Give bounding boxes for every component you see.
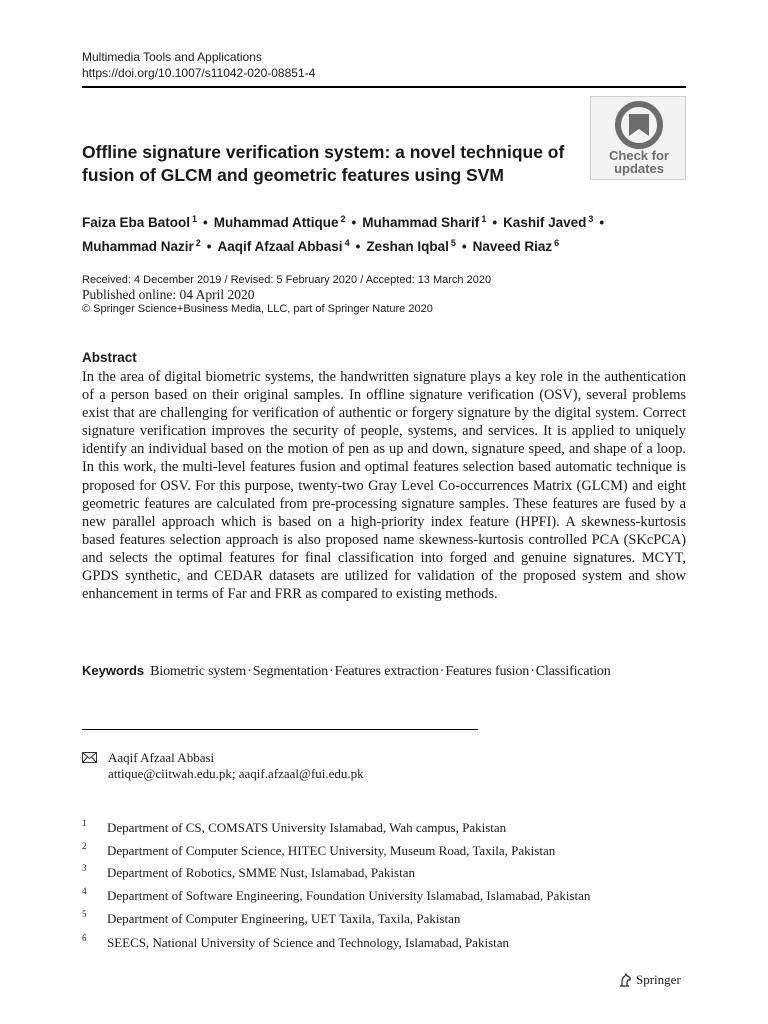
affiliation-number: 3: [82, 863, 87, 873]
envelope-icon: [82, 752, 97, 763]
affiliation-number: 1: [82, 818, 87, 828]
badge-line-2: updates: [614, 161, 664, 176]
keyword-separator: ·: [328, 664, 334, 679]
copyright-line: © Springer Science+Business Media, LLC, part of Springer Nature 2020: [82, 303, 433, 315]
author-line-1: [82, 209, 672, 233]
keyword-separator: ·: [439, 664, 445, 679]
publisher-logo: [619, 972, 681, 988]
publisher-name: Springer: [636, 972, 681, 987]
author[interactable]: Naveed Riaz $^6$: [472, 238, 560, 254]
keyword-separator: ·: [530, 664, 535, 679]
author[interactable]: Muhammad Attique $^2$: [213, 214, 346, 230]
affiliation-text: SEECS, National University of Science and Technology, Islamabad, Pakistan: [107, 935, 510, 950]
corresponding-author-emails[interactable]: attique@ciitwah.edu.pk; aaqif.afzaal@fui.edu.pk: [108, 766, 364, 781]
badge-line-1: Check for: [609, 148, 669, 163]
author-separator: •: [461, 239, 467, 254]
affiliation-number: 4: [82, 886, 87, 896]
author[interactable]: Muhammad Nazir $^2$: [82, 238, 201, 254]
abstract-heading: Abstract: [82, 350, 137, 365]
author[interactable]: Aaqif Afzaal Abbasi $^4$: [217, 238, 350, 254]
affiliation-text: Department of Robotics, SMME Nust, Islamabad, Pakistan: [107, 865, 415, 880]
doi-link[interactable]: https://doi.org/10.1007/s11042-020-08851-4: [82, 66, 316, 80]
springer-horse-icon: [619, 973, 633, 987]
author[interactable]: Muhammad Sharif $^1$: [362, 214, 487, 230]
author-separator: •: [206, 239, 212, 254]
affiliation-number: 6: [82, 933, 87, 943]
keyword: Classification: [535, 664, 611, 679]
abstract-text: In the area of digital biometric systems, the handwritten signature plays a key role in the authentication of a person based on their original samples. In offline signature verification (OSV), several problems exist that are challenging for verification of authentic or forgery signature by the digital system. Correct signature verification improves the security of people, systems, and services. It is applied to uniquely identify an individual based on the motion of pen as up and down, signature speed, and shape of a loop. In this work, the multi-level features fusion and optimal features selection based automatic technique is proposed for OSV. For this purpose, twenty-two Gray Level Co-occurrences Matrix (GLCM) and eight geometric features are calculated from pre-processing signature samples. These features are fused by a new parallel approach which is based on a high-priority index feature (HPFI). A skewness-kurtosis based features selection approach is also proposed name skewness-kurtosis controlled PCA (SKcPCA) and selects the optimal features for final classification into forged and genuine signatures. MCYT, GPDS synthetic, and CEDAR datasets are utilized for validation of the proposed system and show enhancement in terms of Far and FRR as compared to existing methods.: [82, 369, 686, 603]
corresponding-author-name: Aaqif Afzaal Abbasi: [108, 750, 215, 765]
header-rule: [82, 86, 686, 88]
keywords-heading: Keywords: [82, 663, 145, 678]
paper-title: Offline signature verification system: a novel technique of fusion of GLCM and geometric features using SVM: [82, 142, 565, 185]
journal-header: [82, 49, 315, 81]
check-for-updates-badge[interactable]: [590, 96, 686, 180]
affiliation-text: Department of Computer Science, HITEC University, Museum Road, Taxila, Pakistan: [107, 843, 556, 858]
author-list: [82, 209, 672, 257]
author[interactable]: Faiza Eba Batool $^1$: [82, 214, 198, 230]
author-separator: •: [351, 215, 357, 230]
affiliation-text: Department of Computer Engineering, UET Taxila, Taxila, Pakistan: [107, 911, 461, 926]
author-separator: •: [599, 215, 605, 230]
author[interactable]: Kashif Javed $^3$: [503, 214, 594, 230]
journal-name: Multimedia Tools and Applications: [82, 50, 262, 64]
check-for-updates-icon: [614, 100, 664, 150]
author-line-2: [82, 233, 672, 257]
author-separator: •: [203, 215, 208, 230]
keyword: Features extraction: [334, 664, 439, 679]
affiliation-text: Department of Software Engineering, Foundation University Islamabad, Islamabad, Pakistan: [107, 888, 591, 903]
affiliation-text: Department of CS, COMSATS University Islamabad, Wah campus, Pakistan: [107, 820, 507, 835]
keywords: [82, 662, 692, 681]
author[interactable]: Zeshan Iqbal $^5$: [366, 238, 456, 254]
keyword: Biometric system: [150, 664, 247, 679]
affiliation-number: 2: [82, 841, 87, 851]
keyword: Segmentation: [252, 664, 328, 679]
author-separator: •: [355, 239, 361, 254]
author-separator: •: [492, 215, 498, 230]
keyword-separator: ·: [247, 664, 252, 679]
keyword: Features fusion: [445, 664, 530, 679]
history-dates: Received: 4 December 2019 / Revised: 5 February 2020 / Accepted: 13 March 2020: [82, 274, 492, 286]
affiliation-number: 5: [82, 909, 87, 919]
published-date: Published online: 04 April 2020: [82, 287, 255, 302]
footnote-rule: [82, 729, 478, 730]
